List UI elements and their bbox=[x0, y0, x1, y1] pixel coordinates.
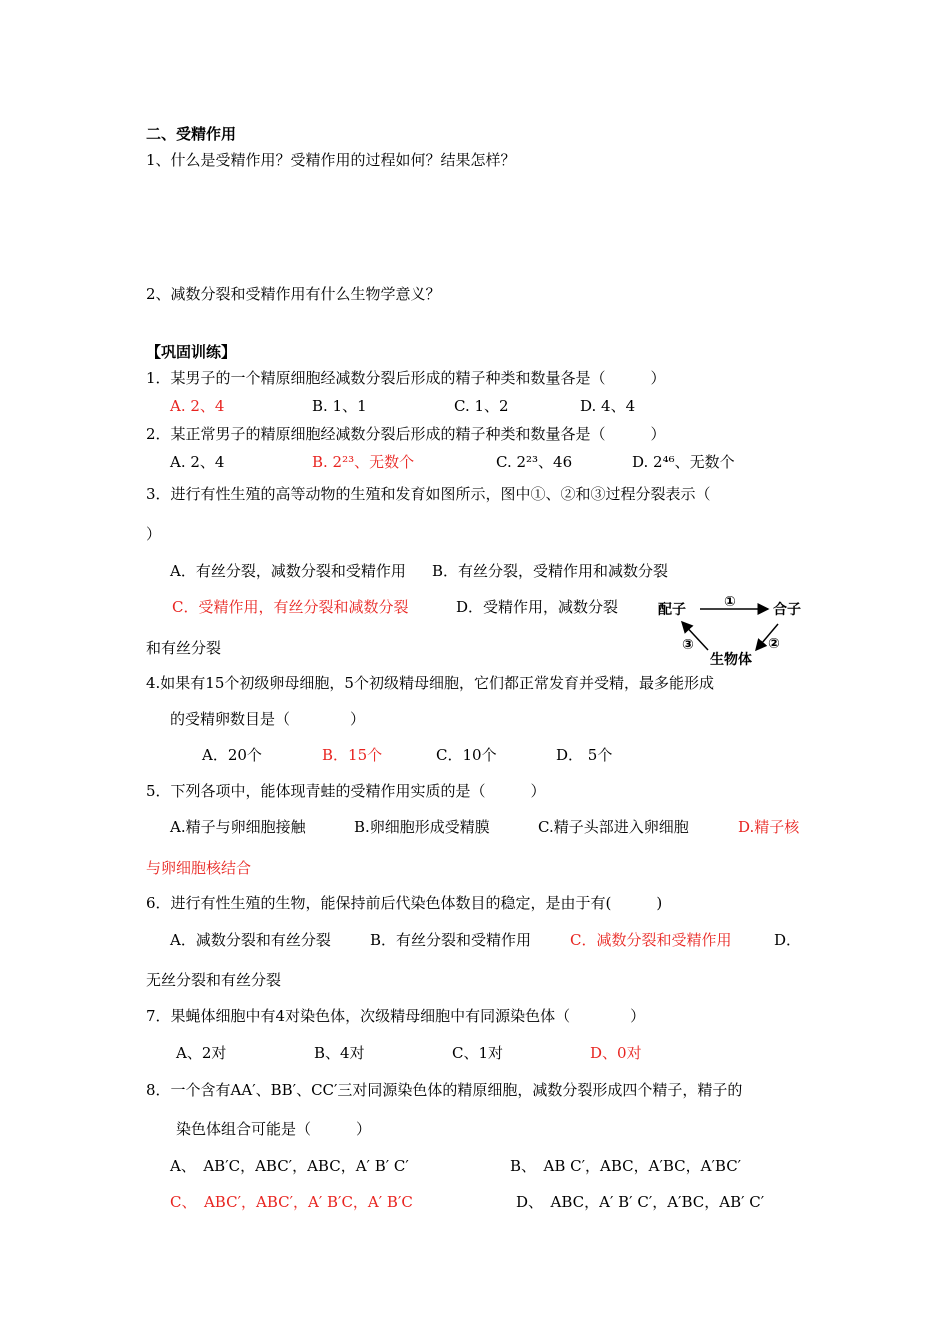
question-1-option-d: D. 4、4 bbox=[580, 397, 636, 415]
node-zygote: 合子 bbox=[773, 602, 801, 618]
life-cycle-diagram bbox=[656, 590, 812, 670]
question-7-option-d: D、0对 bbox=[590, 1044, 642, 1062]
question-8-stem: 8．一个含有AA′、BB′、CC′三对同源染色体的精原细胞，减数分裂形成四个精子，精子的 bbox=[146, 1081, 743, 1099]
question-1-option-c: C. 1、2 bbox=[454, 397, 509, 415]
question-1-option-a: A. 2、4 bbox=[170, 397, 225, 415]
node-organism: 生物体 bbox=[710, 652, 752, 668]
question-2-option-c: C. 2²³、46 bbox=[496, 453, 573, 471]
question-6-option-c: C．减数分裂和受精作用 bbox=[570, 931, 732, 949]
question-5-option-c: C.精子头部进入卵细胞 bbox=[538, 818, 689, 836]
question-7-stem: 7．果蝇体细胞中有4对染色体，次级精母细胞中有同源染色体（ ） bbox=[146, 1007, 646, 1025]
question-1-stem: 1．某男子的一个精原细胞经减数分裂后形成的精子种类和数量各是（ ） bbox=[146, 369, 666, 387]
question-8-option-a: A、 AB′C，ABC′，ABC，A′ B′ C′ bbox=[170, 1157, 409, 1175]
step-1-label: ① bbox=[724, 594, 736, 610]
question-1-option-b: B. 1、1 bbox=[312, 397, 367, 415]
question-8-option-b: B、 AB C′，ABC，A′BC，A′BC′ bbox=[510, 1157, 742, 1175]
question-3-option-b: B．有丝分裂，受精作用和减数分裂 bbox=[432, 562, 669, 580]
question-6-option-d: D． bbox=[774, 931, 802, 949]
question-8-stem-cont: 染色体组合可能是（ ） bbox=[176, 1120, 372, 1138]
section-title: 二、受精作用 bbox=[146, 125, 237, 143]
question-2-stem: 2．某正常男子的精原细胞经减数分裂后形成的精子种类和数量各是（ ） bbox=[146, 425, 666, 443]
question-3-option-d-cont: 和有丝分裂 bbox=[146, 639, 222, 657]
practice-title: 【巩固训练】 bbox=[146, 343, 237, 361]
question-5-option-b: B.卵细胞形成受精膜 bbox=[354, 818, 490, 836]
step-2-label: ② bbox=[768, 636, 780, 652]
question-6-option-b: B．有丝分裂和受精作用 bbox=[370, 931, 532, 949]
question-5-option-d: D.精子核 bbox=[738, 818, 800, 836]
node-gamete: 配子 bbox=[658, 602, 686, 618]
question-7-option-c: C、1对 bbox=[452, 1044, 504, 1062]
question-2-option-d: D. 2⁴⁶、无数个 bbox=[632, 453, 735, 471]
question-3-option-d: D．受精作用，减数分裂 bbox=[456, 598, 619, 616]
question-3-stem: 3．进行有性生殖的高等动物的生殖和发育如图所示，图中①、②和③过程分裂表示（ bbox=[146, 485, 711, 503]
question-4-option-d: D． 5个 bbox=[556, 746, 613, 764]
question-6-option-d-cont: 无丝分裂和有丝分裂 bbox=[146, 971, 282, 989]
question-5-option-d-cont: 与卵细胞核结合 bbox=[146, 859, 252, 877]
fertilization-question-1: 1、什么是受精作用？受精作用的过程如何？结果怎样？ bbox=[146, 151, 516, 169]
fertilization-question-2: 2、减数分裂和受精作用有什么生物学意义？ bbox=[146, 285, 441, 303]
step-3-label: ③ bbox=[682, 637, 694, 653]
question-2-option-a: A. 2、4 bbox=[170, 453, 225, 471]
question-2-option-b: B. 2²³、无数个 bbox=[312, 453, 415, 471]
question-6-stem: 6．进行有性生殖的生物，能保持前后代染色体数目的稳定，是由于有( ) bbox=[146, 894, 663, 912]
question-8-option-d: D、 ABC，A′ B′ C′，A′BC，AB′ C′ bbox=[516, 1193, 765, 1211]
question-5-stem: 5．下列各项中，能体现青蛙的受精作用实质的是（ ） bbox=[146, 782, 546, 800]
question-7-option-b: B、4对 bbox=[314, 1044, 365, 1062]
question-8-option-c: C、 ABC′，ABC′，A′ B′C，A′ B′C bbox=[170, 1193, 413, 1211]
question-4-option-b: B．15个 bbox=[322, 746, 383, 764]
question-3-option-c: C．受精作用，有丝分裂和减数分裂 bbox=[172, 598, 409, 616]
question-4-stem-cont: 的受精卵数目是（ ） bbox=[170, 710, 366, 728]
question-7-option-a: A、2对 bbox=[176, 1044, 227, 1062]
question-4-stem: 4.如果有15个初级卵母细胞，5个初级精母细胞，它们都正常发育并受精，最多能形成 bbox=[146, 674, 714, 692]
question-3-option-a: A．有丝分裂，减数分裂和受精作用 bbox=[170, 562, 406, 580]
question-4-option-c: C．10个 bbox=[436, 746, 497, 764]
question-3-stem-end: ） bbox=[146, 525, 162, 543]
question-6-option-a: A．减数分裂和有丝分裂 bbox=[170, 931, 331, 949]
question-4-option-a: A．20个 bbox=[202, 746, 262, 764]
question-5-option-a: A.精子与卵细胞接触 bbox=[170, 818, 306, 836]
